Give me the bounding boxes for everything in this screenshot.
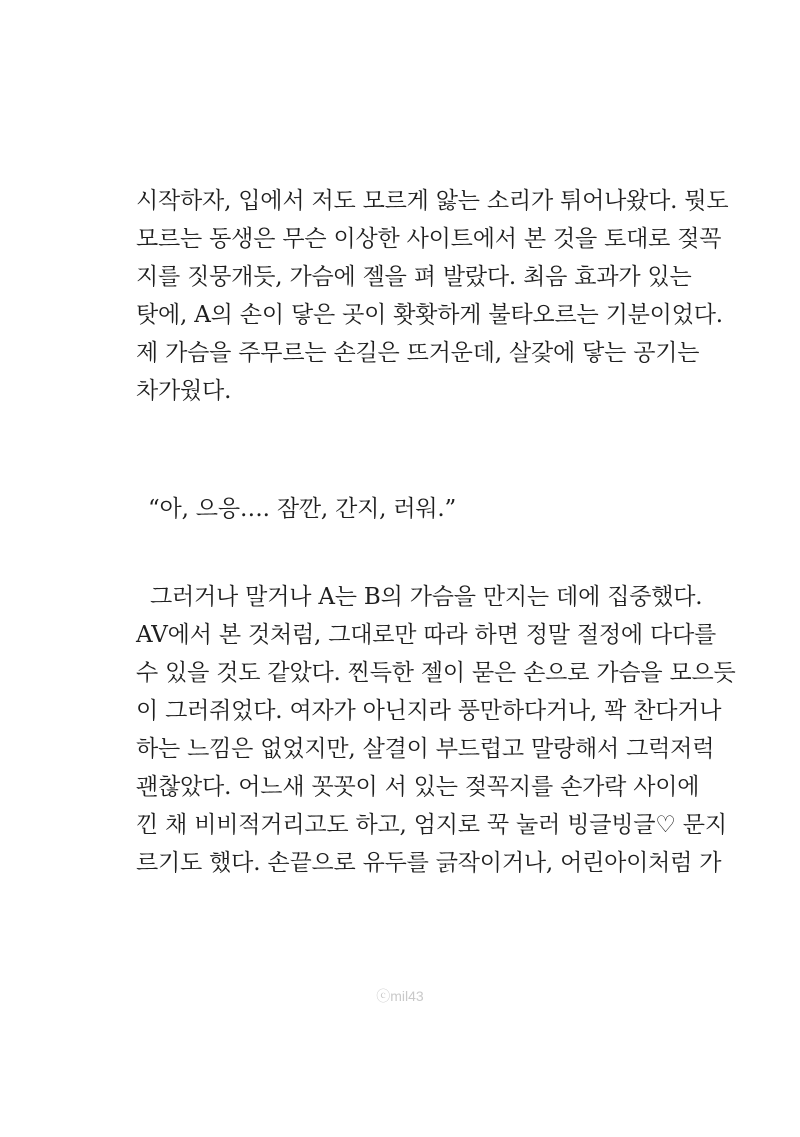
text-line: 낀 채 비비적거리고도 하고, 엄지로 꾹 눌러 빙글빙글♡ 문지	[136, 812, 727, 838]
text-line: 괜찮았다. 어느새 꼿꼿이 서 있는 젖꼭지를 손가락 사이에	[136, 774, 700, 800]
text-line: 르기도 했다. 손끝으로 유두를 긁작이거나, 어린아이처럼 가	[136, 850, 722, 876]
text-line: AV에서 본 것처럼, 그대로만 따라 하면 정말 절정에 다다를	[136, 622, 717, 648]
text-line: 이 그러쥐었다. 여자가 아닌지라 풍만하다거나, 꽉 찬다거나	[136, 698, 722, 724]
text-line: 탓에, A의 손이 닿은 곳이 홧홧하게 불타오르는 기분이었다.	[136, 302, 723, 328]
paragraph-1	[136, 182, 729, 410]
text-line: 차가웠다.	[136, 378, 232, 404]
dialogue-paragraph	[136, 490, 676, 528]
text-line: 지를 짓뭉개듯, 가슴에 젤을 펴 발랐다. 최음 효과가 있는	[136, 264, 692, 290]
text-line: 그러거나 말거나 A는 B의 가슴을 만지는 데에 집중했다.	[150, 584, 703, 610]
paragraph-3	[136, 578, 736, 882]
text-line: 하는 느낌은 없었지만, 살결이 부드럽고 말랑해서 그럭저럭	[136, 736, 715, 762]
text-line: 모르는 동생은 무슨 이상한 사이트에서 본 것을 토대로 젖꼭	[136, 226, 722, 252]
watermark: ⓒmil43	[376, 988, 424, 1004]
text-line: 제 가슴을 주무르는 손길은 뜨거운데, 살갗에 닿는 공기는	[136, 340, 700, 366]
text-line: 수 있을 것도 같았다. 찐득한 젤이 묻은 손으로 가슴을 모으듯	[136, 660, 736, 686]
dialogue-line: “아, 으응…. 잠깐, 간지, 러워.”	[148, 496, 457, 522]
text-line: 시작하자, 입에서 저도 모르게 앓는 소리가 튀어나왔다. 뭣도	[136, 188, 729, 214]
